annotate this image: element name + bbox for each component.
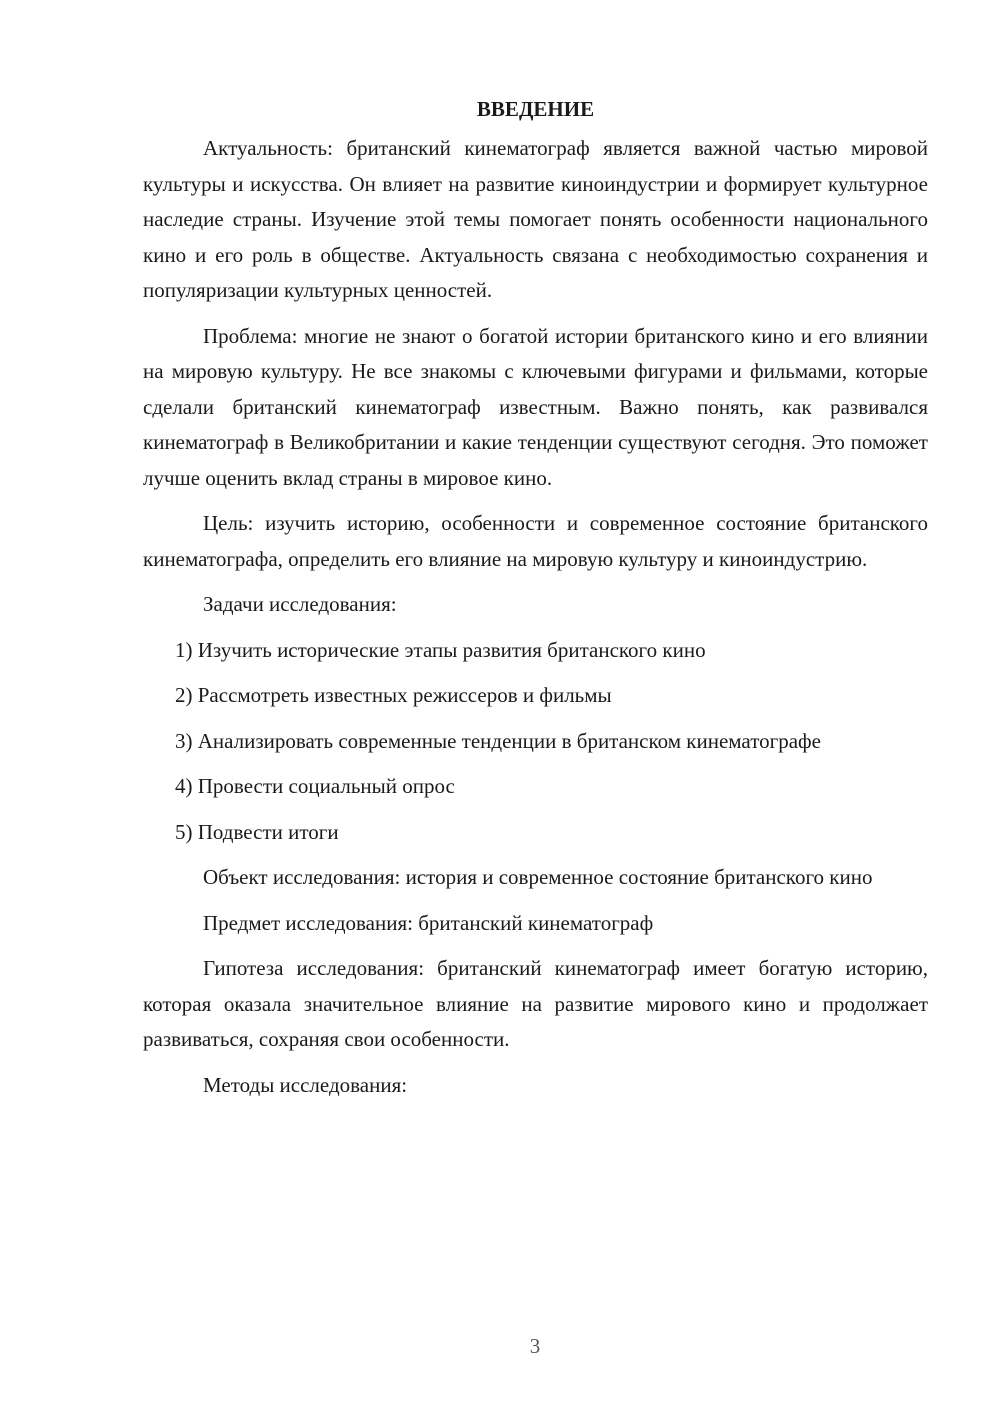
task-item-3: 3) Анализировать современные тенденции в британском кинематографе bbox=[175, 728, 821, 753]
task-item-4: 4) Провести социальный опрос bbox=[175, 774, 455, 798]
task-item-1: 1) Изучить исторические этапы развития британского кино bbox=[175, 637, 706, 662]
methods-paragraph: Методы исследования: bbox=[203, 1072, 408, 1097]
subject-paragraph: Предмет исследования: британский кинематограф bbox=[203, 910, 654, 935]
task-item-2: 2) Рассмотреть известных режиссеров и фильмы bbox=[175, 683, 612, 707]
document-page bbox=[143, 92, 928, 1113]
page-number: 3 bbox=[529, 1334, 541, 1358]
section-title: ВВЕДЕНИЕ bbox=[476, 97, 595, 121]
hypothesis-paragraph: Гипотеза исследования: британский кинематограф имеет богатую историю, которая оказала значительное влияние на развитие мирового кино и продолжает развиваться, сохраняя свои особенности. bbox=[143, 956, 928, 1051]
goal-paragraph: Цель: изучить историю, особенности и современное состояние британского кинематографа, определить его влияние на мировую культуру и киноиндустрию. bbox=[143, 511, 928, 571]
relevance-paragraph: Актуальность: британский кинематограф является важной частью мировой культуры и искусства. Он влияет на развитие киноиндустрии и формирует культурное наследие страны. Изучение этой темы помогает понять особенности национального кино и его роль в обществе. Актуальность связана с необходимостью сохранения и популяризации культурных ценностей. bbox=[143, 136, 928, 302]
task-item-5: 5) Подвести итоги bbox=[175, 819, 339, 844]
object-paragraph: Объект исследования: история и современное состояние британского кино bbox=[203, 865, 873, 889]
problem-paragraph: Проблема: многие не знают о богатой истории британского кино и его влиянии на мировую культуру. Не все знакомы с ключевыми фигурами и фильмами, которые сделали британский кинематограф известным. Важно понять, как развивался кинематограф в Великобритании и какие тенденции существуют сегодня. Это поможет лучше оценить вклад страны в мировое кино. bbox=[143, 323, 928, 490]
tasks-heading: Задачи исследования: bbox=[203, 592, 397, 616]
